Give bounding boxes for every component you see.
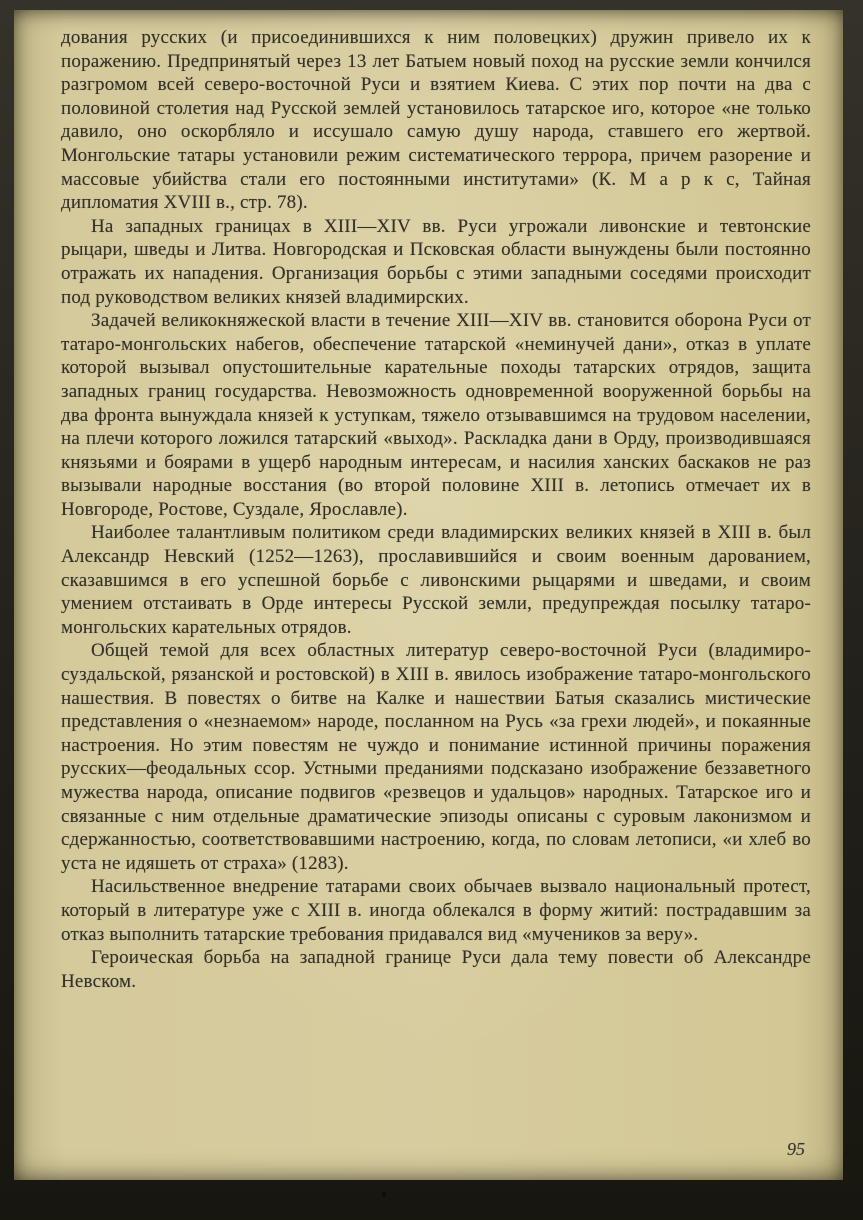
paper-page (14, 10, 843, 1180)
scan-speck (382, 1192, 386, 1197)
paragraph: Героическая борьба на западной границе Руси дала тему повести об Александре Невском. (61, 947, 811, 992)
paragraph: Общей темой для всех областных литератур северо-восточной Руси (владимиро-суздальской, рязанской и ростовской) в XIII в. явилось изображение татаро-монгольского нашествия. В повестях о битве на Калке и нашествии Батыя сказались мистические представления о «незнаемом» народе, посланном на Русь «за грехи людей», и покаянные настроения. Но этим повестям не чуждо и понимание истинной причины поражения русских—феодальных ссор. Устными преданиями подсказано изображение беззаветного мужества народа, описание подвигов «резвецов и удальцов» народных. Татарское иго и связанные с ним отдельные драматические эпизоды описаны с суровым лаконизмом и сдержанностью, соответствовавшими настроению, когда, по словам летописи, «и хлеб во уста не идяшеть от страха» (1283). (61, 640, 811, 874)
body-text (61, 26, 811, 993)
paragraph: Наиболее талантливым политиком среди владимирских великих князей в XIII в. был Александр Невский (1252—1263), прославившийся и своим военным дарованием, сказавшимся в его успешной борьбе с ливонскими рыцарями и шведами, и своим умением отстаивать в Орде интересы Русской земли, предупреждая посылку татаро-монгольских карательных отрядов. (61, 522, 811, 638)
paragraph: Задачей великокняжеской власти в течение XIII—XIV вв. становится оборона Руси от татаро-монгольских набегов, обеспечение татарской «неминучей дани», отказ в уплате которой вызывал опустошительные карательные походы татарских отрядов, защита западных границ государства. Невозможность одновременной вооруженной борьбы на два фронта вынуждала князей к уступкам, тяжело отзывавшимся на трудовом населении, на плечи которого ложился татарский «выход». Раскладка дани в Орду, производившаяся князьями и боярами в ущерб народным интересам, и насилия ханских баскаков не раз вызывали народные восстания (во второй половине XIII в. летопись отмечает их в Новгороде, Ростове, Суздале, Ярославле). (61, 310, 811, 520)
page-number: 95 (787, 1139, 805, 1159)
paragraph: дования русских (и присоединившихся к ним половецких) дружин привело их к поражению. Предпринятый через 13 лет Батыем новый поход на русские земли кончился разгромом всей северо-восточной Руси и взятием Киева. С этих пор почти на два с половиной столетия над Русской землей установилось татарское иго, которое «не только давило, оно оскорбляло и иссушало самую душу народа, ставшего его жертвой. Монгольские татары установили режим систематического террора, причем разорение и массовые убийства стали его постоянными институтами» (К. М а р к с, Тайная дипломатия XVIII в., стр. 78). (61, 27, 811, 214)
paragraph: На западных границах в XIII—XIV вв. Руси угрожали ливонские и тевтонские рыцари, шведы и Литва. Новгородская и Псковская области вынуждены были постоянно отражать их нападения. Организация борьбы с этими западными соседями происходит под руководством великих князей владимирских. (61, 215, 811, 308)
paragraph: Насильственное внедрение татарами своих обычаев вызвало национальный протест, который в литературе уже с XIII в. иногда облекался в форму житий: пострадавшим за отказ выполнить татарские требования придавался вид «мучеников за веру». (61, 876, 811, 945)
